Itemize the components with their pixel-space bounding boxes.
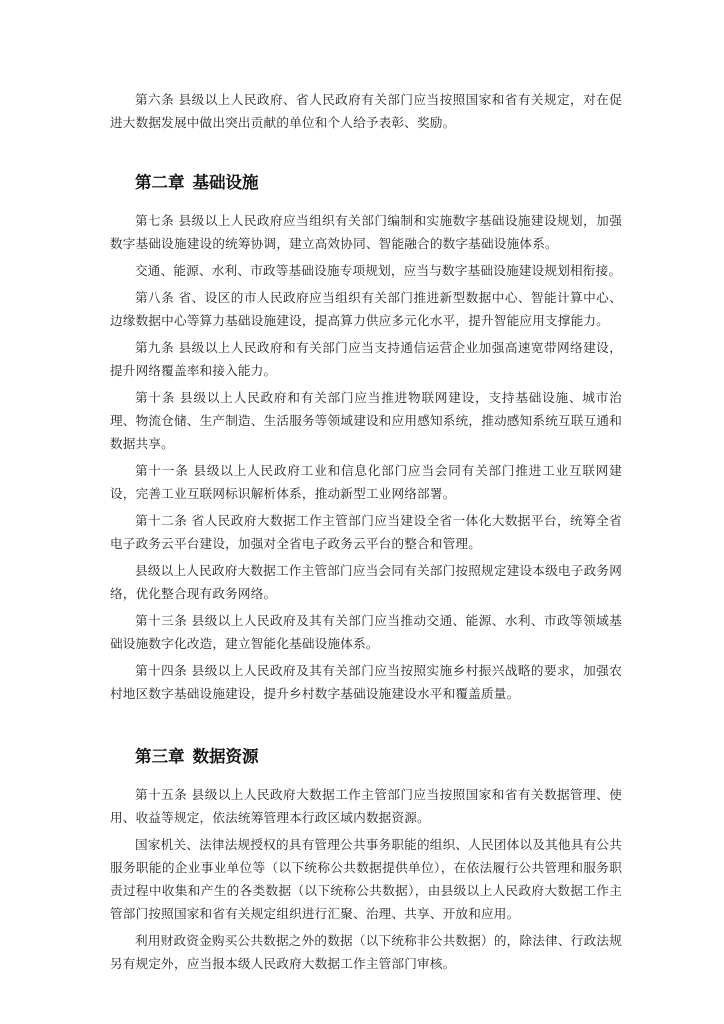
article-7: 第七条 县级以上人民政府应当组织有关部门编制和实施数字基础设施建设规划，加强数字基础设施建设的统筹协调，建立高效协同、智能融合的数字基础设施体系。: [110, 213, 622, 251]
article-10: 第十条 县级以上人民政府和有关部门应当推进物联网建设，支持基础设施、城市治理、物流仓储、生产制造、生活服务等领域建设和应用感知系统，推动感知系统互联互通和数据共享。: [110, 390, 622, 451]
article-9: 第九条 县级以上人民政府和有关部门应当支持通信运营企业加强高速宽带网络建设，提升网络覆盖率和接入能力。: [110, 340, 622, 378]
article-12: 第十二条 省人民政府大数据工作主管部门应当建设全省一体化大数据平台，统筹全省电子政务云平台建设，加强对全省电子政务云平台的整合和管理。: [110, 513, 622, 551]
chapter-3-title: 数据资源: [192, 747, 259, 766]
chapter-3-heading: [110, 745, 622, 769]
article-7-clause: 交通、能源、水利、市政等基础设施专项规划，应当与数字基础设施建设规划相衔接。: [135, 263, 622, 278]
chapter-3-number: 第三章: [135, 747, 185, 766]
chapter-2-title: 基础设施: [192, 173, 259, 192]
article-8: 第八条 省、设区的市人民政府应当组织有关部门推进新型数据中心、智能计算中心、边缘数据中心等算力基础设施建设，提高算力供应多元化水平，提升智能应用支撑能力。: [110, 290, 622, 328]
article-14: 第十四条 县级以上人民政府及其有关部门应当按照实施乡村振兴战略的要求，加强农村地区数字基础设施建设，提升乡村数字基础设施建设水平和覆盖质量。: [110, 663, 622, 701]
chapter-2-heading: [110, 171, 622, 195]
article-13: 第十三条 县级以上人民政府及其有关部门应当推动交通、能源、水利、市政等领域基础设施数字化改造，建立智能化基础设施体系。: [110, 613, 622, 651]
article-15-clause: 国家机关、法律法规授权的具有管理公共事务职能的组织、人民团体以及其他具有公共服务职能的企业事业单位等（以下统称公共数据提供单位），在依法履行公共管理和服务职责过程中收集和产生的各类数据（以下统称公共数据），由县级以上人民政府大数据工作主管部门按照国家和省有关规定组织进行汇聚、治理、共享、开放和应用。: [110, 837, 622, 921]
article-15: 第十五条 县级以上人民政府大数据工作主管部门应当按照国家和省有关数据管理、使用、收益等规定，依法统筹管理本行政区域内数据资源。: [110, 787, 622, 825]
article-15-clause-2: 利用财政资金购买公共数据之外的数据（以下统称非公共数据）的，除法律、行政法规另有规定外，应当报本级人民政府大数据工作主管部门审核。: [110, 933, 622, 971]
article-12-clause: 县级以上人民政府大数据工作主管部门应当会同有关部门按照规定建设本级电子政务网络，优化整合现有政务网络。: [110, 563, 622, 601]
document-page: [110, 88, 622, 979]
article-6: 第六条 县级以上人民政府、省人民政府有关部门应当按照国家和省有关规定，对在促进大数据发展中做出突出贡献的单位和个人给予表彰、奖励。: [110, 92, 622, 130]
chapter-2-number: 第二章: [135, 173, 185, 192]
article-11: 第十一条 县级以上人民政府工业和信息化部门应当会同有关部门推进工业互联网建设，完善工业互联网标识解析体系，推动新型工业网络部署。: [110, 463, 622, 501]
